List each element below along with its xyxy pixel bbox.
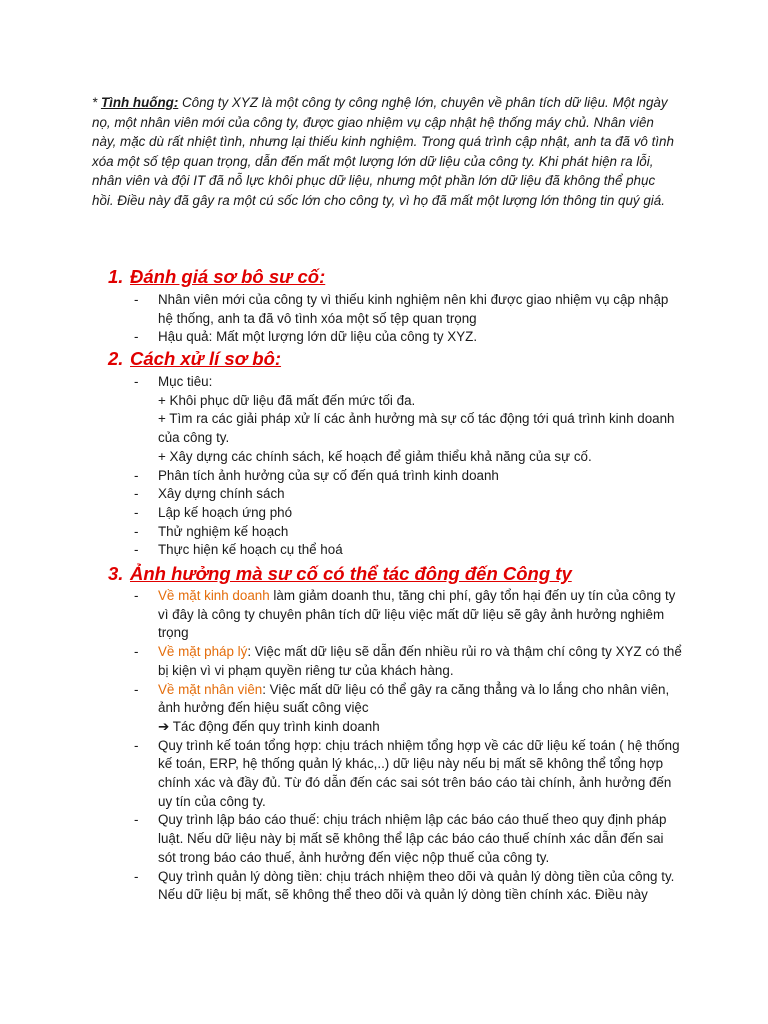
list-item-text: Phân tích ảnh hưởng của sự cố đến quá trình kinh doanh	[158, 467, 499, 483]
list-item-text: Thử nghiệm kế hoạch	[158, 523, 289, 539]
list-dash: -	[134, 374, 139, 389]
list-item-aspect	[134, 643, 682, 680]
scenario-lead: Tình huống:	[100, 95, 179, 110]
section-1-heading	[108, 266, 325, 288]
list-item-aspect	[134, 587, 682, 643]
aspect-label: Về mặt nhân viên	[158, 681, 263, 697]
list-dash: -	[134, 681, 139, 697]
aspect-text: : Việc mất dữ liệu sẽ dẫn đến nhiều rủi ro và thậm chí công ty XYZ có thể bị kiện vì vi phạm quyền riêng tư của khách hàng.	[158, 644, 682, 678]
section-3-list	[134, 587, 682, 905]
list-dash: -	[134, 588, 139, 603]
list-item-text: Quy trình kế toán tổng hợp: chịu trách nhiệm tổng hợp về các dữ liệu kế toán ( hệ thống kế toán, ERP, hệ thống quản lý khác,..) dữ liệu này nếu bị mất sẽ không thể tổng hợp chính xác và đầy đủ. Từ đó dẫn đến các sai sót trên báo cáo tài chính, ảnh hưởng đến uy tín của công ty.	[158, 737, 680, 809]
aspect-text: : Việc mất dữ liệu có thể gây ra căng thẳng và lo lắng cho nhân viên, ảnh hưởng đến hiệu suất công việc	[158, 681, 670, 716]
list-item	[134, 485, 682, 504]
list-item-goal	[134, 373, 682, 467]
section-1-list	[134, 291, 682, 347]
arrow-right-icon: ➔	[158, 718, 170, 734]
list-dash: -	[134, 292, 139, 307]
section-3-number: 3.	[108, 563, 124, 584]
section-1-number: 1.	[108, 266, 124, 287]
scenario-text: Công ty XYZ là một công ty công nghệ lớn, chuyên về phân tích dữ liệu. Một ngày nọ, một nhân viên mới của công ty, được giao nhiệm vụ cập nhật hệ thống máy chủ. Nhân viên này, mặc dù rất nhiệt tình, nhưng lại thiếu kinh nghiệm. Trong quá trình cập nhật, anh ta đã vô tình xóa một số tệp quan trọng, dẫn đến mất một lượng lớn dữ liệu của công ty. Khi phát hiện ra lỗi, nhân viên và đội IT đã nỗ lực khôi phục dữ liệu, nhưng một phần lớn dữ liệu đã không thể phục hồi. Điều này đã gây ra một cú sốc lớn cho công ty, vì họ đã mất một lượng lớn thông tin quý giá.	[92, 95, 674, 208]
section-3-heading	[108, 563, 572, 585]
list-item-text: Hậu quả: Mất một lượng lớn dữ liệu của công ty XYZ.	[158, 329, 478, 345]
section-3-title: Ảnh hưởng mà sư cố có thể tác đông đến Công ty	[130, 563, 572, 584]
list-item	[134, 467, 682, 486]
impact-arrow-line	[134, 718, 682, 737]
impact-arrow-text: Tác động đến quy trình kinh doanh	[169, 718, 380, 734]
list-item	[134, 541, 682, 560]
list-dash: -	[134, 329, 139, 345]
section-2-number: 2.	[108, 348, 124, 369]
list-dash: -	[134, 737, 139, 753]
aspect-label: Về mặt pháp lý	[158, 644, 248, 660]
list-item	[134, 291, 682, 328]
list-item-text: Xây dựng chính sách	[158, 486, 285, 502]
list-item-text: Thực hiện kế hoạch cụ thể hoá	[158, 542, 343, 558]
list-item-text: Quy trình lập báo cáo thuế: chịu trách nhiệm lập các báo cáo thuế theo quy định pháp luật. Nếu dữ liệu này bị mất sẽ không thể lập các báo cáo thuế chính xác dẫn đến sai sót trong báo cáo thuế, ảnh hưởng đến việc nộp thuế của công ty.	[158, 812, 667, 865]
list-dash: -	[134, 644, 139, 660]
list-dash: -	[134, 523, 139, 539]
scenario-paragraph	[92, 93, 678, 210]
list-item	[134, 868, 682, 905]
list-dash: -	[134, 542, 139, 558]
section-2-list	[134, 373, 682, 560]
list-dash: -	[134, 467, 139, 483]
list-item-text: Nhân viên mới của công ty vì thiếu kinh nghiệm nên khi được giao nhiệm vụ cập nhập hệ thống, anh ta đã vô tình xóa một số tệp quan trọng	[158, 292, 669, 326]
scenario-prefix: *	[92, 95, 101, 110]
list-item	[134, 328, 682, 347]
list-item-text: Quy trình quản lý dòng tiền: chịu trách nhiệm theo dõi và quản lý dòng tiền của công ty. Nếu dữ liệu bị mất, sẽ không thể theo dõi và quản lý dòng tiền chính xác. Điều này	[158, 868, 675, 903]
list-dash: -	[134, 812, 139, 828]
list-dash: -	[134, 868, 139, 884]
list-item	[134, 504, 682, 523]
list-dash: -	[134, 486, 139, 502]
section-2-title: Cách xử lí sơ bô:	[130, 348, 282, 369]
goal-label: Mục tiêu:	[158, 374, 213, 389]
goal-line: + Khôi phục dữ liệu đã mất đến mức tối đa.	[158, 392, 416, 408]
section-2-heading	[108, 348, 281, 370]
section-1-title: Đánh giá sơ bô sư cố:	[130, 266, 326, 287]
aspect-text: làm giảm doanh thu, tăng chi phí, gây tổn hại đến uy tín của công ty vì đây là công ty chuyên phân tích dữ liệu việc mất dữ liệu sẽ gây ảnh hưởng nghiêm trọng	[158, 588, 676, 641]
list-dash: -	[134, 504, 139, 520]
goal-line: + Tìm ra các giải pháp xử lí các ảnh hưởng mà sự cố tác động tới quá trình kinh doanh của công ty.	[158, 411, 675, 446]
aspect-label: Về mặt kinh doanh	[158, 588, 270, 603]
list-item-aspect	[134, 681, 682, 718]
goal-line: + Xây dựng các chính sách, kế hoạch để giảm thiểu khả năng của sự cố.	[158, 448, 592, 464]
list-item	[134, 523, 682, 542]
list-item	[134, 811, 682, 867]
list-item-text: Lập kế hoạch ứng phó	[158, 504, 293, 520]
list-item	[134, 737, 682, 812]
